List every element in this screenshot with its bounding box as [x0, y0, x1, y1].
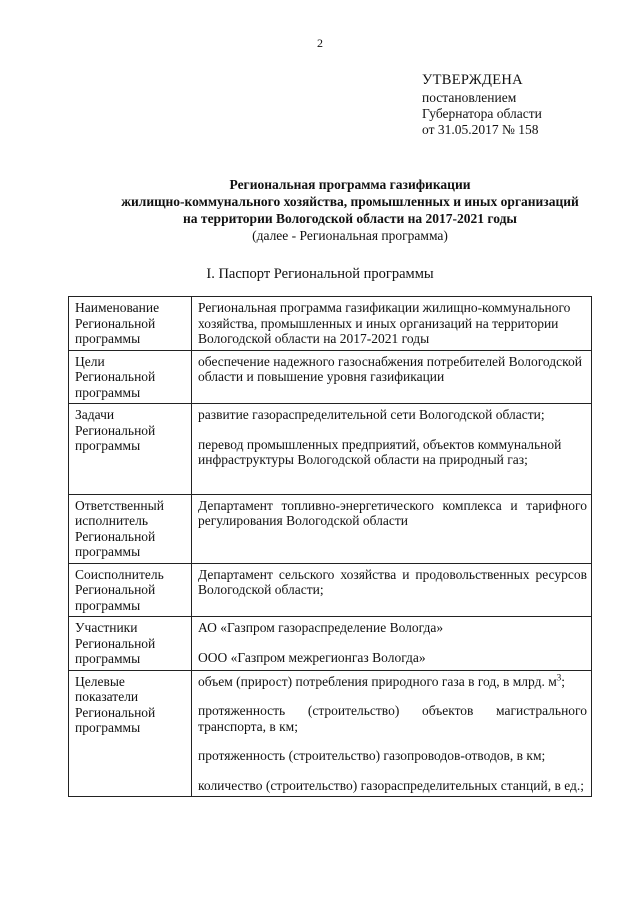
- approval-heading: УТВЕРЖДЕНА: [422, 72, 523, 88]
- row-label: Цели Региональной программы: [69, 350, 192, 404]
- passport-table: [68, 296, 592, 797]
- indicator-text: объем (прирост) потребления природного газа в год, в млрд. м: [198, 673, 557, 689]
- row-label-text: Целевые показатели Региональной программы: [75, 673, 156, 735]
- row-value: [192, 670, 592, 797]
- row-value-text: Департамент топливно-энергетического комплекса и тарифного регулирования Вологодской области: [198, 497, 587, 528]
- row-value: [192, 297, 592, 351]
- row-value-text: Региональная программа газификации жилищно-коммунального хозяйства, промышленных и иных организаций на территории Вологодской области на 2017-2021 годы: [198, 300, 571, 346]
- row-label-text: Задачи Региональной программы: [75, 407, 156, 453]
- title-line: Региональная программа газификации: [229, 177, 471, 192]
- table-row: [69, 404, 592, 495]
- row-value-text: перевод промышленных предприятий, объектов коммунальной инфраструктуры Вологодской области на природный газ;: [198, 436, 562, 467]
- title-line: жилищно-коммунального хозяйства, промышленных и иных организаций: [121, 194, 579, 209]
- row-value-text: количество (строительство) газораспределительных станций, в ед.;: [198, 777, 585, 793]
- approval-line: Губернатора области: [422, 106, 542, 121]
- table-row: [69, 617, 592, 671]
- row-label: Ответственный исполнитель Региональной программы: [69, 494, 192, 563]
- row-label: [69, 670, 192, 797]
- row-value: [192, 494, 592, 563]
- row-value: [192, 404, 592, 495]
- row-value: [192, 563, 592, 617]
- row-value-text: АО «Газпром газораспределение Вологда»: [198, 620, 444, 635]
- section-title: I. Паспорт Региональной программы: [206, 266, 434, 282]
- approval-line: постановлением: [422, 90, 517, 105]
- approval-line: от 31.05.2017 № 158: [422, 122, 539, 137]
- page-number: 2: [317, 36, 323, 50]
- row-value-text: протяженность (строительство) объектов магистрального транспорта, в км;: [198, 703, 587, 734]
- row-label: [69, 404, 192, 495]
- table-row: [69, 494, 592, 563]
- document-title: [40, 176, 640, 244]
- row-value: [192, 617, 592, 671]
- row-value-text: ООО «Газпром межрегионгаз Вологда»: [198, 649, 426, 665]
- row-label: Участники Региональной программы: [69, 617, 192, 671]
- table-row: [69, 297, 592, 351]
- row-value-text: [198, 674, 587, 690]
- approval-stamp: [422, 72, 542, 138]
- table-row: [69, 350, 592, 404]
- superscript: 3: [556, 672, 562, 682]
- row-value-text: развитие газораспределительной сети Вологодской области;: [198, 407, 545, 422]
- title-line: на территории Вологодской области на 2017-2021 годы: [183, 211, 517, 226]
- row-value-text: обеспечение надежного газоснабжения потребителей Вологодской области и повышение уровня газификации: [198, 353, 582, 384]
- table-row: [69, 563, 592, 617]
- row-label: Соисполнитель Региональной программы: [69, 563, 192, 617]
- table-row: [69, 670, 592, 797]
- row-value-text: Департамент сельского хозяйства и продовольственных ресурсов Вологодской области;: [198, 566, 587, 597]
- indicator-suffix: ;: [561, 673, 566, 689]
- title-note: (далее - Региональная программа): [252, 228, 448, 243]
- row-value: [192, 350, 592, 404]
- row-label: Наименование Региональной программы: [69, 297, 192, 351]
- row-value-text: протяженность (строительство) газопроводов-отводов, в км;: [198, 748, 546, 763]
